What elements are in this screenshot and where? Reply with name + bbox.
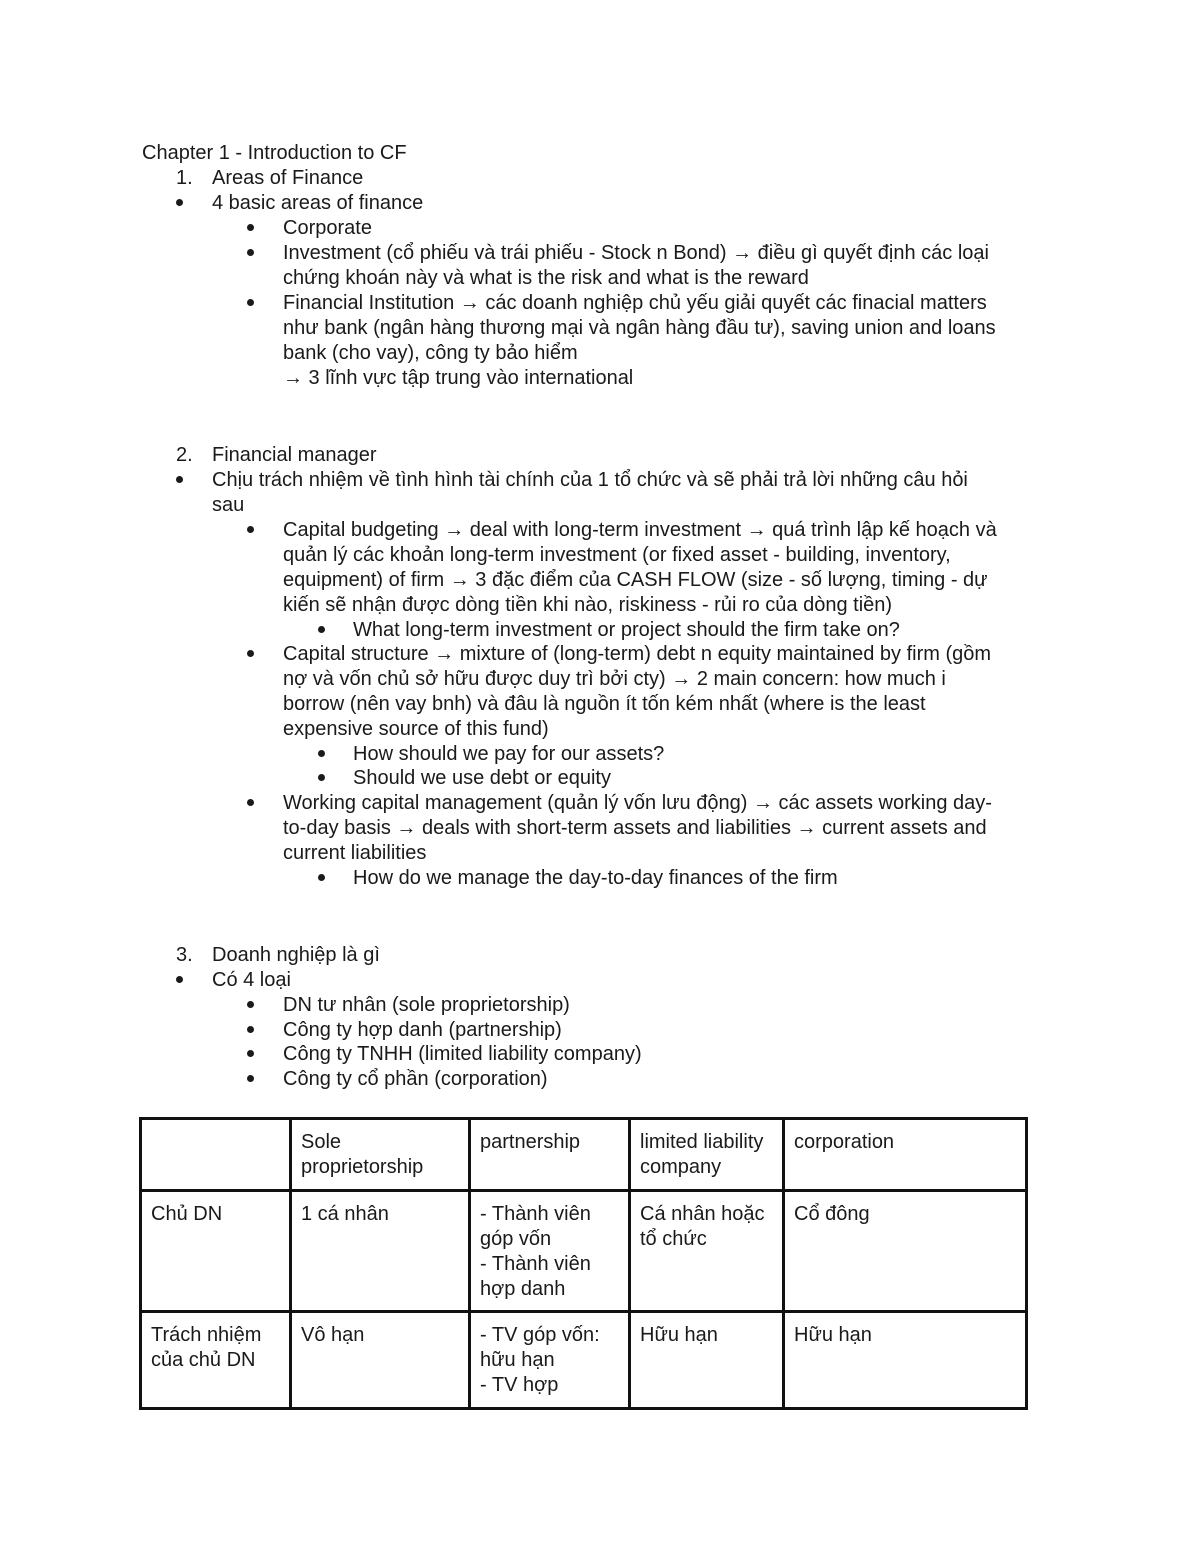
table-cell: Cá nhân hoặc tổ chức (630, 1191, 784, 1312)
table-cell: Vô hạn (291, 1312, 470, 1409)
list-item-line: như bank (ngân hàng thương mại và ngân hàng đầu tư), saving union and loans (283, 317, 996, 339)
list-item: Có 4 loại (212, 969, 291, 991)
list-item: DN tư nhân (sole proprietorship) (283, 994, 570, 1016)
list-item-line: bank (cho vay), công ty bảo hiểm (283, 342, 578, 364)
list-item-line: Working capital management (quản lý vốn lưu động) → các assets working day- (283, 792, 992, 814)
document-title: Chapter 1 - Introduction to CF (142, 142, 407, 164)
list-item-line: current liabilities (283, 842, 427, 864)
table-header-cell: limited liability company (630, 1119, 784, 1191)
list-item-line: equipment) of firm → 3 đặc điểm của CASH FLOW (size - số lượng, timing - dự (283, 569, 988, 591)
section-heading: Areas of Finance (212, 167, 364, 189)
bullet-dot (247, 650, 254, 657)
table-cell: - TV góp vốn: hữu hạn - TV hợp (470, 1312, 630, 1409)
bullet-dot (176, 476, 183, 483)
table-cell: - Thành viên góp vốn - Thành viên hợp danh (470, 1191, 630, 1312)
list-item: Corporate (283, 217, 372, 239)
section-number: 1. (176, 167, 193, 189)
bullet-dot (247, 299, 254, 306)
bullet-dot (318, 774, 325, 781)
bullet-dot (318, 874, 325, 881)
list-item-line: kiến sẽ nhận được dòng tiền khi nào, riskiness - rủi ro của dòng tiền) (283, 594, 893, 616)
list-item: How should we pay for our assets? (353, 743, 665, 765)
table-header-cell: corporation (784, 1119, 1027, 1191)
bullet-dot (176, 976, 183, 983)
section-heading: Doanh nghiệp là gì (212, 944, 380, 966)
bullet-dot (247, 1001, 254, 1008)
bullet-dot (318, 626, 325, 633)
business-type-table (139, 1117, 1028, 1410)
section-heading: Financial manager (212, 444, 377, 466)
bullet-dot (247, 249, 254, 256)
list-item-line: Capital budgeting → deal with long-term investment → quá trình lập kế hoạch và (283, 519, 997, 541)
section-number: 3. (176, 944, 193, 966)
list-item: Should we use debt or equity (353, 767, 611, 789)
table-row (141, 1191, 1027, 1312)
list-item-line: Capital structure → mixture of (long-term) debt n equity maintained by firm (gồm (283, 643, 992, 665)
list-item-line: to-day basis → deals with short-term assets and liabilities → current assets and (283, 817, 987, 839)
bullet-dot (247, 224, 254, 231)
bullet-dot (247, 1075, 254, 1082)
list-item: Công ty hợp danh (partnership) (283, 1019, 562, 1041)
table-header-row (141, 1119, 1027, 1191)
section-number: 2. (176, 444, 193, 466)
list-item: 4 basic areas of finance (212, 192, 424, 214)
list-item-line: → 3 lĩnh vực tập trung vào international (283, 367, 634, 389)
list-item: How do we manage the day-to-day finances of the firm (353, 867, 838, 889)
list-item-line: Investment (cổ phiếu và trái phiếu - Stock n Bond) → điều gì quyết định các loại (283, 242, 989, 264)
table-cell: Cổ đông (784, 1191, 1027, 1312)
table-header-cell: partnership (470, 1119, 630, 1191)
table-row-label: Trách nhiệm của chủ DN (141, 1312, 291, 1409)
table-cell: 1 cá nhân (291, 1191, 470, 1312)
list-item: Công ty TNHH (limited liability company) (283, 1043, 642, 1065)
list-item: What long-term investment or project should the firm take on? (353, 619, 900, 641)
bullet-dot (318, 750, 325, 757)
bullet-dot (176, 199, 183, 206)
bullet-dot (247, 799, 254, 806)
list-item-line: sau (212, 494, 245, 516)
list-item-line: expensive source of this fund) (283, 718, 549, 740)
table-row-label: Chủ DN (141, 1191, 291, 1312)
bullet-dot (247, 1026, 254, 1033)
table-row (141, 1312, 1027, 1409)
table-header-cell: Sole proprietorship (291, 1119, 470, 1191)
table-cell: Hữu hạn (630, 1312, 784, 1409)
list-item-line: quản lý các khoản long-term investment (or fixed asset - building, inventory, (283, 544, 951, 566)
list-item-line: Chịu trách nhiệm về tình hình tài chính của 1 tổ chức và sẽ phải trả lời những câu hỏi (212, 469, 968, 491)
table-cell: Hữu hạn (784, 1312, 1027, 1409)
bullet-dot (247, 1050, 254, 1057)
list-item-line: Financial Institution → các doanh nghiệp chủ yếu giải quyết các finacial matters (283, 292, 987, 314)
list-item-line: nợ và vốn chủ sở hữu được duy trì bởi cty) → 2 main concern: how much i (283, 668, 946, 690)
list-item-line: chứng khoán này và what is the risk and what is the reward (283, 267, 809, 289)
list-item-line: borrow (nên vay bnh) và đâu là nguồn ít tốn kém nhất (where is the least (283, 693, 926, 715)
list-item: Công ty cổ phần (corporation) (283, 1068, 548, 1090)
table-cell (141, 1119, 291, 1191)
bullet-dot (247, 526, 254, 533)
